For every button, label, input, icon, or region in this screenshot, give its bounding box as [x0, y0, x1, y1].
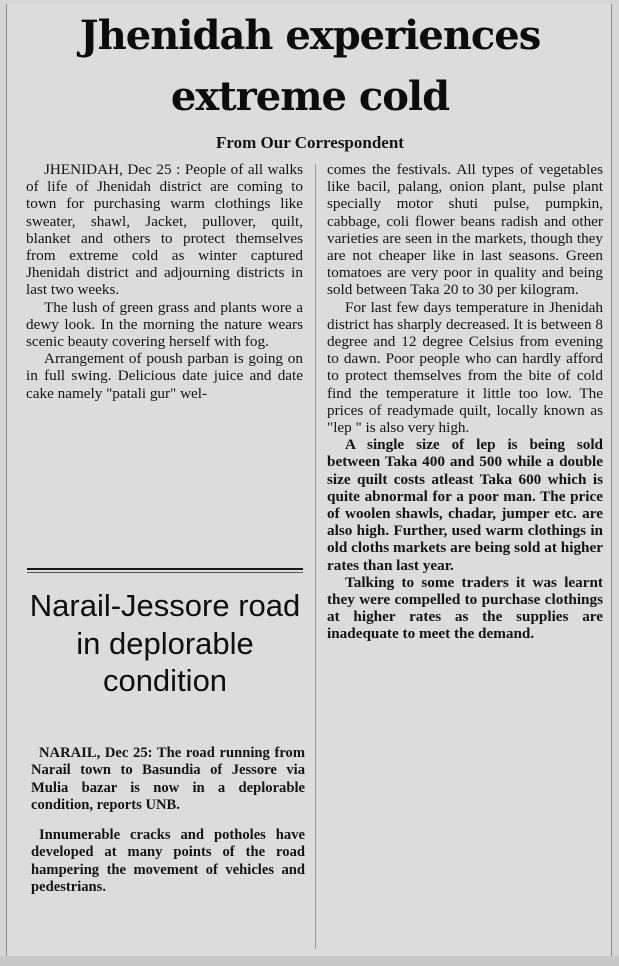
newspaper-clipping [6, 4, 612, 962]
article-paragraph: NARAIL, Dec 25: The road running from Narail town to Basundia of Jessore via Mulia bazar is now in a deplorable condition, reports UNB. [31, 745, 305, 813]
column-divider [315, 164, 316, 949]
article-paragraph: For last few days temperature in Jhenidah district has sharply decreased. It is between 8 degree and 12 degree Celsius from evening to dawn. Poor people who can hardly afford to protect themselves from the bite of cold find the temperature it little too low. The prices of readymade quilt, locally known as "lep " is also very high. [327, 298, 603, 437]
article-paragraph: A single size of lep is being sold between Taka 400 and 500 while a double size quilt costs atleast Taka 600 which is quite abnormal for a poor man. The price of woolen shawls, chadar, jumper etc. are also high. Further, used warm clothings in old cloths markets are being sold at higher rates than last year. [327, 436, 603, 574]
article-paragraph: The lush of green grass and plants wore a dewy look. In the morning the nature wears scenic beauty covering herself with fog. [26, 298, 303, 351]
article-column-1 [26, 161, 303, 402]
second-article-headline: Narail-Jessore road in deplorable condition [29, 588, 301, 698]
article-paragraph: JHENIDAH, Dec 25 : People of all walks of life of Jhenidah district are coming to town for purchasing warm clothings like sweater, shawl, Jacket, pullover, quilt, blanket and others to protect themselves from extreme cold as winter captured Jhenidah district and adjourning districts in last two weeks. [26, 161, 303, 299]
headline-line-1: Jhenidah experiences [79, 12, 541, 59]
section-rule [27, 568, 303, 570]
byline: From Our Correspondent [216, 133, 404, 152]
page-edge [0, 956, 619, 966]
article-paragraph: Arrangement of poush parban is going on in full swing. Delicious date juice and date cake namely "patali gur" wel- [26, 350, 303, 402]
article-paragraph: Innumerable cracks and potholes have developed at many points of the road hampering the movement of vehicles and pedestrians. [31, 827, 305, 896]
article-paragraph: comes the festivals. All types of vegetables like bacil, palang, onion plant, pulse plant specially motor shuti pulse, pumpkin, cabbage, coli flower beans radish and other varieties are seen in the markets, though they are not cheaper like in last seasons. Green tomatoes are very poor in quality and being sold between Taka 20 to 30 per kilogram. [327, 161, 603, 299]
article-paragraph: Talking to some traders it was learnt they were compelled to purchase clothings at higher rates as the supplies are inadequate to meet the demand. [327, 573, 603, 643]
section-rule-thin [27, 572, 303, 573]
article-column-2 [327, 161, 603, 643]
second-article-body [31, 745, 305, 896]
headline-line-2: extreme cold [170, 73, 450, 120]
